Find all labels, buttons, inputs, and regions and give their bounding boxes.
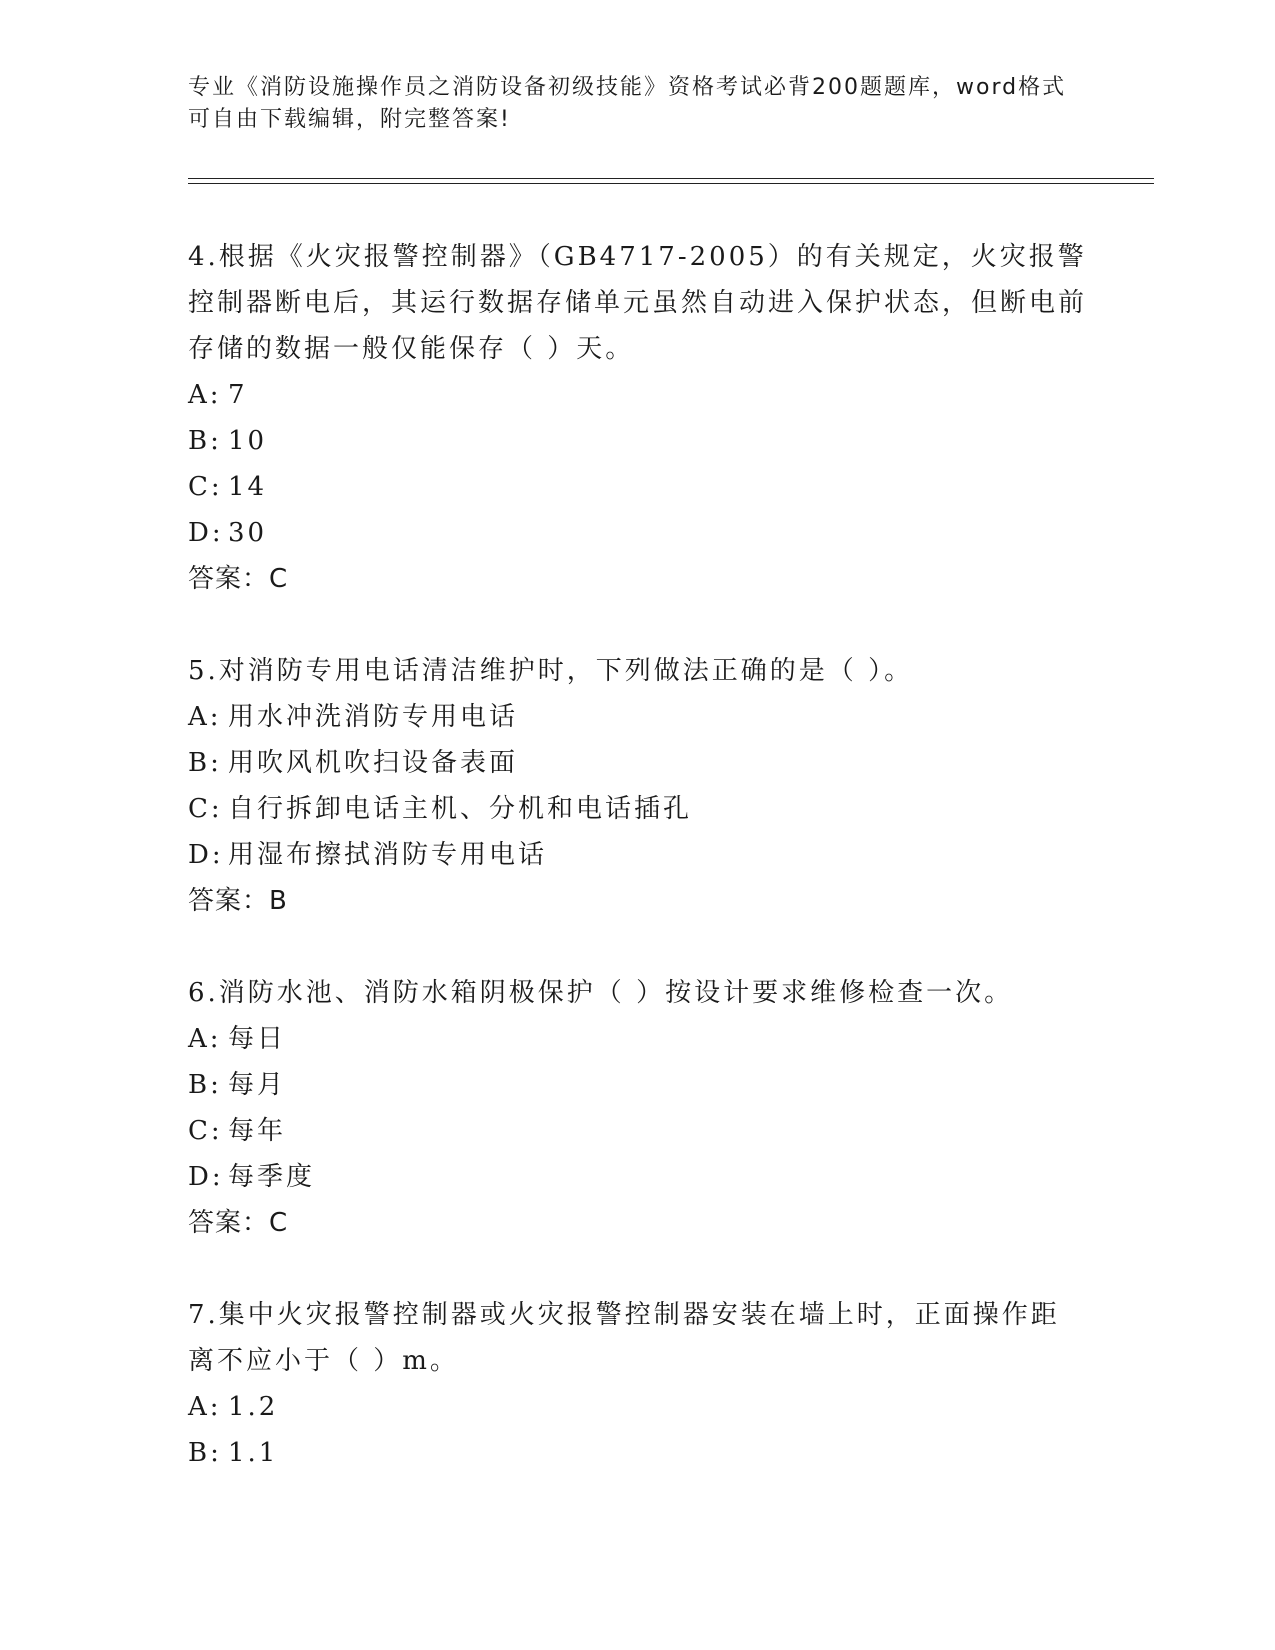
question-item	[188, 970, 1088, 1246]
question-spacer	[188, 1246, 1088, 1292]
answer-option	[188, 786, 1088, 832]
option-letter: A:	[188, 1024, 222, 1054]
option-text: 30	[228, 518, 268, 548]
option-text: 1.1	[228, 1438, 279, 1468]
option-text: 每季度	[228, 1162, 316, 1192]
option-text: 用水冲洗消防专用电话	[228, 702, 519, 732]
option-text: 用吹风机吹扫设备表面	[228, 748, 519, 778]
question-stem: 7.集中火灾报警控制器或火灾报警控制器安装在墙上时，正面操作距离不应小于（ ）m。	[188, 1300, 1060, 1376]
question-item	[188, 648, 1088, 924]
question-stem: 4.根据《火灾报警控制器》（GB4717-2005）的有关规定，火灾报警控制器断电后，其运行数据存储单元虽然自动进入保护状态，但断电前存储的数据一般仅能保存（ ）天。	[188, 242, 1088, 364]
answer-option	[188, 1154, 1088, 1200]
option-letter: C:	[188, 472, 223, 502]
header-divider-bottom	[188, 183, 1154, 184]
answer-key: 答案：C	[188, 1208, 289, 1238]
answer-option	[188, 694, 1088, 740]
answer-option	[188, 372, 1088, 418]
option-text: 每日	[228, 1024, 287, 1054]
header-divider-top	[188, 178, 1154, 179]
answer-option	[188, 1108, 1088, 1154]
question-list	[188, 234, 1088, 1476]
option-text: 每月	[228, 1070, 287, 1100]
option-letter: C:	[188, 1116, 223, 1146]
question-spacer	[188, 924, 1088, 970]
question-item	[188, 234, 1088, 602]
option-letter: C:	[188, 794, 223, 824]
option-letter: B:	[188, 748, 222, 778]
option-letter: B:	[188, 426, 222, 456]
question-item	[188, 1292, 1088, 1476]
answer-key: 答案：B	[188, 886, 288, 916]
option-letter: D:	[188, 840, 224, 870]
option-letter: B:	[188, 1070, 222, 1100]
option-letter: A:	[188, 1392, 222, 1422]
option-letter: A:	[188, 380, 222, 410]
answer-option	[188, 418, 1088, 464]
option-letter: B:	[188, 1438, 222, 1468]
question-stem: 6.消防水池、消防水箱阴极保护（ ）按设计要求维修检查一次。	[188, 978, 1014, 1008]
question-spacer	[188, 602, 1088, 648]
answer-option	[188, 832, 1088, 878]
answer-option	[188, 1384, 1088, 1430]
document-header: 专业《消防设施操作员之消防设备初级技能》资格考试必背200题题库，word格式可自由下载编辑，附完整答案!	[188, 75, 1067, 132]
answer-key: 答案：C	[188, 564, 289, 594]
option-text: 14	[228, 472, 268, 502]
answer-option	[188, 1016, 1088, 1062]
option-letter: D:	[188, 518, 224, 548]
answer-option	[188, 510, 1088, 556]
answer-option	[188, 740, 1088, 786]
answer-option	[188, 464, 1088, 510]
option-text: 自行拆卸电话主机、分机和电话插孔	[228, 794, 693, 824]
option-text: 每年	[228, 1116, 287, 1146]
answer-option	[188, 1062, 1088, 1108]
option-text: 1.2	[228, 1392, 279, 1422]
option-letter: A:	[188, 702, 222, 732]
option-text: 7	[228, 380, 248, 410]
question-stem: 5.对消防专用电话清洁维护时，下列做法正确的是（ ）。	[188, 656, 914, 686]
option-letter: D:	[188, 1162, 224, 1192]
option-text: 10	[228, 426, 268, 456]
answer-option	[188, 1430, 1088, 1476]
option-text: 用湿布擦拭消防专用电话	[228, 840, 548, 870]
